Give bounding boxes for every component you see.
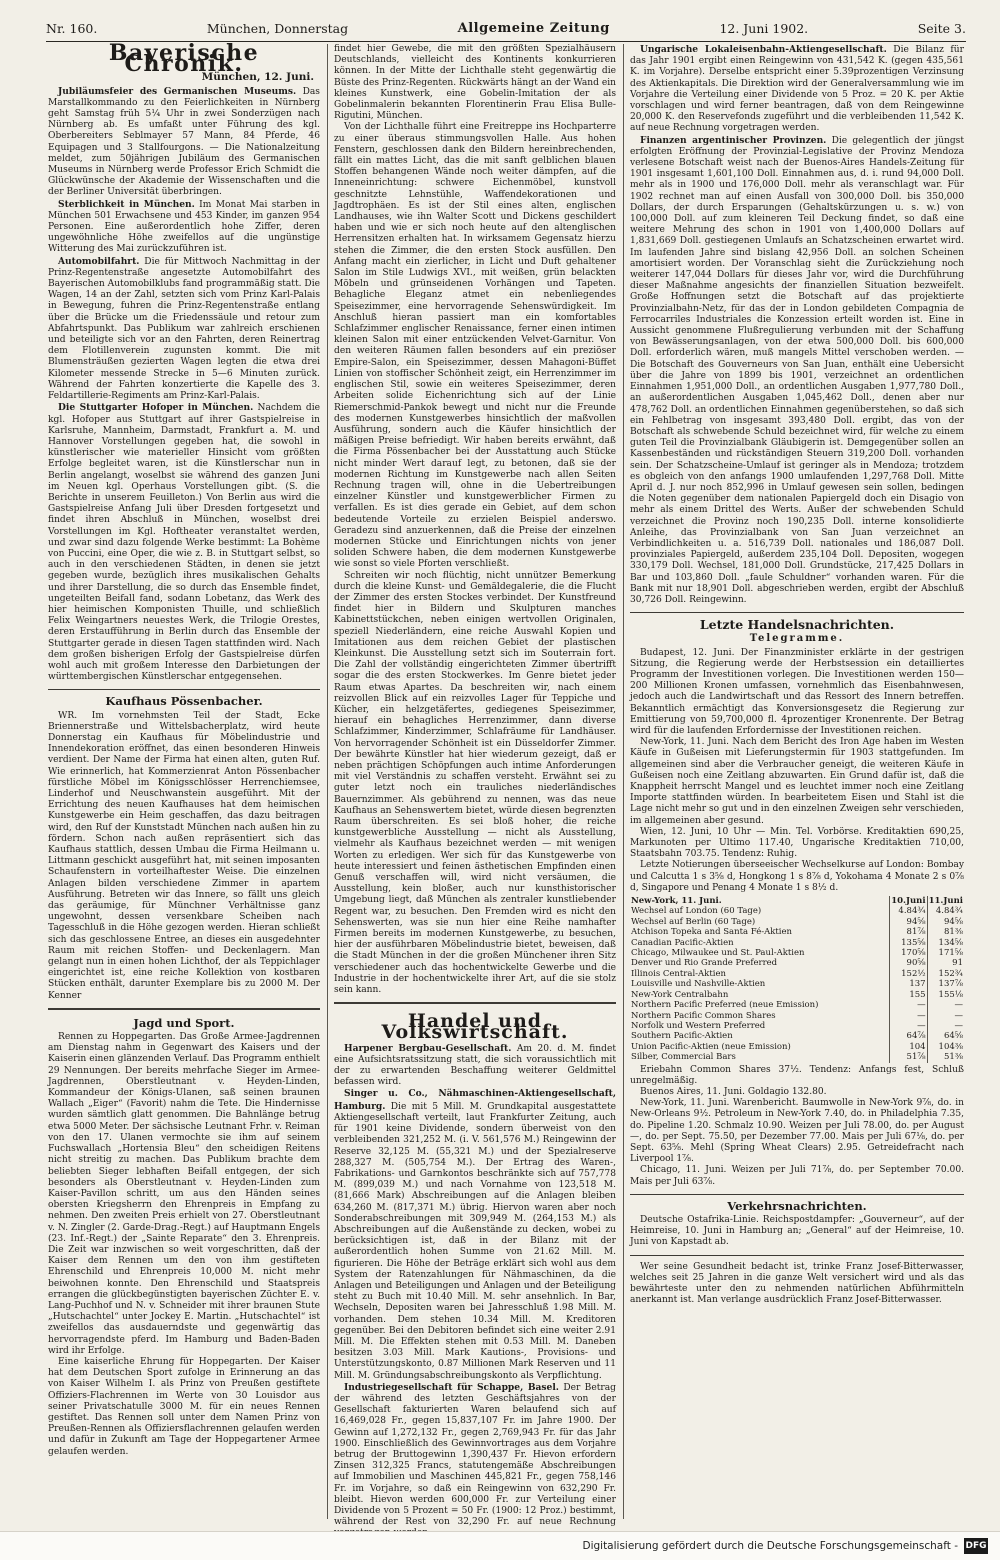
table-cell: — — [890, 1021, 927, 1031]
article-head: Jubiläumsfeier des Germanischen Museums. — [58, 85, 297, 97]
table-row — [630, 938, 964, 948]
table-header-cell: New-York, 11. Juni. — [631, 896, 722, 907]
section-title: Jagd und Sport. — [133, 1015, 235, 1030]
table-cell: — — [927, 1011, 964, 1021]
table-row — [630, 1052, 964, 1062]
table-cell: 81⅞ — [890, 927, 927, 937]
table-cell: 155 — [890, 990, 927, 1000]
table-cell: 51⅜ — [927, 1052, 964, 1062]
table-row — [630, 1042, 964, 1052]
article-text: Nachdem die kgl. Hofoper aus Stuttgart auf ihrer Gastspielreise in Karlsruhe, Mannheim, Darmstadt, Frankfurt a. M. und Hannover Vorstellungen gegeben hat, die sowohl in künstlerischer wie materieller Hinsicht vom größten Erfolge begleitet waren, ist die Künstlerschar nun in Berlin angelangt, woselbst sie während des ganzen Juni im Neuen kgl. Operhaus Vorstellungen gibt. (S. die Berichte in unserem Feuilleton.) Von Berlin aus wird die Gastspielreise Anfang Juli über Dresden fortgesetzt und findet ihren Abschluß in München, woselbst drei Vorstellungen im Kgl. Hoftheater veranstaltet werden, und zwar sind dazu folgende Werke bestimmt: La Bohème von Puccini, eine Oper, die wie z. B. in Stuttgart selbst, so auch in den verschiedenen Städten, in denen sie jetzt gegeben wurde, bezüglich ihres musikalischen Gehalts und ihrer Darstellung, die so durch das Ensemble findet, ungeteilten Beifall fand, sodann Lobetanz, das Werk des hier heimischen Komponisten Thuille, und schließlich Felix Weingartners neuestes Werk, die Trilogie Orestes, deren Erstaufführung in Berlin durch das Ensemble der Stuttgarter gerade in diesen Tagen stattfinden wird. Nach dem großen bisherigen Erfolg der Gastspielreise dürfen wohl auch mit großem Interesse den Darbietungen der württembergischen Künstlerschar entgegensehen. — [48, 403, 320, 683]
place-day: München, Donnerstag — [206, 20, 349, 36]
table-cell: 4.84¾ — [890, 906, 927, 916]
table-cell: 64⅞ — [890, 1031, 927, 1041]
column-divider — [623, 44, 624, 1519]
telegram: Letzte Notierungen überseeischer Wechselkurse auf London: Bombay und Calcutta 1 s 3⅝ d, Hongkong 1 s 8⅞ d, Yokohama 4 Monate 2 s 0⅞ d, Singapore und Penang 4 Monate 1 s 8½ d. — [630, 860, 964, 893]
footer — [0, 1531, 1000, 1560]
table-cell: Atchison Topeka and Santa Fé-Aktien — [631, 927, 793, 938]
column-3 — [630, 44, 964, 1514]
table-cell: — — [890, 1000, 927, 1010]
article-text: findet hier Gewebe, die mit den größten Spezialhäusern Deutschlands, vielleicht des Kontinents konkurrieren können. In der Mitte der Lichthalle steht gegenwärtig die Büste des Prinz-Regenten. Rückwärts hängt an der Wand ein kleines Kunstwerk, eine Gobelin-Imitation der als Gobelinmalerin bekannten Florentinerin Frau Elisa Bulle-Rigutini, München. — [334, 44, 616, 122]
table-cell: 152½ — [890, 969, 927, 979]
column-1 — [48, 40, 320, 1514]
table-cell: 4.84¾ — [927, 906, 964, 916]
article-text: Von der Lichthalle führt eine Freitreppe ins Hochparterre zu einer überaus stimmungsvollen Halle. Aus hohen Fenstern, geschlossen dank den Bildern hereinbrechenden, fällt ein mattes Licht, das die mit sanft gelblichen blauen Stoffen behangenen Wände noch weiter dämpfen, auf die Inneneinrichtung: schwere Eichenmöbel, kunstvoll geschnitzte Lehnstühle, Waffendekorationen und Jagdtrophäen. Es ist der Stil eines alten, englischen Landhauses, wie ihn Walter Scott und Dickens geschildert haben und wie er sich noch heute auf den altenglischen Herrensitzen erhalten hat. In wirksamem Gegensatz hierzu stehen die Zimmer, die den ersten Stock ausfüllen. Den Anfang macht ein zierlicher, in Licht und Duft gehaltener Salon im Stile Ludwigs XVI., mit weißen, grün belackten Möbeln und grünseidenen Vorhängen und Tapeten. Behagliche Eleganz atmet ein nebenliegendes Speisezimmer, eine hervorragende Sehenswürdigkeit. Im Anschluß hieran passiert man ein komfortables Schlafzimmer englischer Renaissance, ferner einen intimen kleinen Salon mit einer entzückenden Velvet-Garnitur. Von den weiteren Räumen fallen besonders auf ein preziöser Empire-Salon, ein Speisezimmer, dessen Mahagoni-Büffet Linien von stoffischer Schönheit zeigt, ein Herrenzimmer im englischen Stil, sowie ein weiteres Speisezimmer, deren Arbeiten solide Eichenrichtung sich auf der Linie Riemerschmid-Pankok bewegt und nicht nur die Freunde des modernen Kunstgewerbes hinsichtlich der maßvollen Ausführung, sondern auch die Käufer hinsichtlich der mäßigen Preise befriedigt. Wir haben bereits erwähnt, daß die Firma Pössenbacher bei der Ausstattung auch Stücke nicht minder Wert darauf legt, zu betonen, daß sie der modernen Richtung im Kunstgewerbe nach allen Seiten Rechnung tragen will, ohne in die Uebertreibungen einzelner Künstler und kunstgewerblicher Firmen zu verfallen. Es ist dies gerade ein Gebiet, auf dem schon bedeutende Vorteile zu erzielen Beispiel anderswo. Geradezu sind anzuerkennen, daß die Preise der einzelnen modernen Stücke und Einrichtungen nichts von jener soliden Schwere haben, die dem modernen Kunstgewerbe wie sonst so viele Pforten verschließt. — [334, 122, 616, 570]
advertisement: Wer seine Gesundheit bedacht ist, trinke Franz Josef-Bitterwasser, welches seit 25 Jahren in die ganze Welt versichert wird und als das bewährteste unter den zu nehmenden natürlichen Abführmitteln anerkannt ist. Man verlange ausdrücklich Franz Josef-Bitterwasser. — [630, 1261, 964, 1306]
table-cell: 170⅝ — [890, 948, 927, 958]
section-title: Handel und Volkswirtschaft. — [381, 1010, 569, 1044]
article-text: Rennen zu Hoppegarten. Das Große Armee-Jagdrennen am Dienstag nahm in Gegenwart des Kaisers und der Kaiserin einen glänzenden Verlauf. Das Programm enthielt 29 Nennungen. Der bereits mehrfache Sieger im Armee-Jagdrennen, Oberstleutnant v. Heyden-Linden, Kommandeur der Königs-Ulanen, saß seinen braunen Wallach „Eiger“ (Favorit) nahm die Tete. Die Hindernisse wurden sämtlich glatt genommen. Die Bahnlänge betrug etwa 5000 Meter. Der sächsische Leutnant Frhr. v. Reiman von den 17. Ulanen vermochte sie ihm auf seinem Fuchswallach „Hortensia Bleu“ den scheidigen Reitens nicht streitig zu machen. Das Publikum brachte dem beliebten Sieger lebhaften Beifall entgegen, der sich besonders als Oberstleutnant v. Heyden-Linden zum Kaiser-Pavillon schritt, um aus den Händen seines obersten Kriegsherrn den Ehrenpreis in Empfang zu nehmen. Den zweiten Preis erhielt von 27. Oberstleutnant v. N. Zingler (2. Garde-Drag.-Regt.) auf Hauptmann Engels (23. Inf.-Regt.) der „Sainte Reparate“ den 3. Ehrenpreis. Die Zeit war inzwischen so weit vorgeschritten, daß der Kaiser dem Rennen um den von ihm gestifteten Ehrenschild und Ehrenpreis 10,000 M. nicht mehr beiwohnen konnte. Den Ehrenschild und Staatspreis errangen die glückbegünstigten bayerischen Züchter E. v. Lang-Puchhof und N. v. Schneider mit ihrer braunen Stute „Hutschachtel“ unter Jockey E. Martin. „Hutschachtel“ ist zweifellos das ausdauerndste und gegenwärtig das hervorragendste pferd. Im Hamburg und Baden-Baden wird ihr Erfolge. — [48, 1032, 320, 1356]
table-cell: 155⅛ — [927, 990, 964, 1000]
page-number: Seite 3. — [917, 20, 966, 36]
table-cell: Union Pacific-Aktien (neue Emission) — [631, 1041, 791, 1052]
table-cell: Denver und Rio Grande Preferred — [631, 958, 778, 969]
article-head: Sterblichkeit in München. — [58, 198, 195, 210]
section-title: Letzte Handelsnachrichten. — [699, 617, 895, 633]
table-row — [630, 927, 964, 937]
telegram: New-York, 11. Juni. Warenbericht. Baumwolle in New-York 9⅞, do. in New-Orleans 9½. Petroleum in New-York 7.40, do. in Philadelphia 7.35, do. Pipeline 1.20. Schmalz 10.90. Weizen per Juli 78.00, do. per August —, do. per Sept. 75.50, per Dezember 77.00. Mais per Juli 67⅛, do. per Sept. 63⅝. Mehl (Spring Wheat Clears) 2.95. Getreidefracht nach Liverpool 1⅞. — [630, 1098, 964, 1165]
section-title: Bayerische Chronik. — [108, 40, 260, 78]
table-cell: 137 — [890, 979, 927, 989]
table-cell: Northern Pacific Common Shares — [631, 1010, 776, 1021]
table-cell: — — [890, 1011, 927, 1021]
article — [48, 199, 320, 256]
article-head: Harpener Bergbau-Gesellschaft. — [344, 1042, 512, 1054]
article-text: Die für Mittwoch Nachmittag in der Prinz-Regentenstraße angesetzte Automobilfahrt des Bayerischen Automobilklubs fand programmäßig statt. Die Wagen, 14 an der Zahl, setzten sich vom Prinz Karl-Palais in Bewegung, fuhren die Prinz-Regentenstraße entlang über die Brücke um die Friedenssäule und retour zum Abfahrtspunkt. Das Publikum war zahlreich erschienen und beteiligte sich vor an den Fahrten, deren Reinertrag dem Flotillenverein zugunsten kommt. Die mit Blumensträußen gezierten Wagen legten die etwa drei Kilometer messende Strecke in 5—6 Minuten zurück. Während der Fahrten konzertierte die Kapelle des 3. Feldartillerie-Regiments am Prinz-Karl-Palais. — [48, 256, 320, 402]
article — [48, 256, 320, 403]
article — [334, 1382, 616, 1540]
table-header-cell: 11.Juni — [928, 896, 963, 907]
article — [334, 1043, 616, 1089]
table-row — [630, 1031, 964, 1041]
table-cell: 137⅞ — [927, 979, 964, 989]
table-row — [630, 906, 964, 916]
table-cell: Southern Pacific-Aktien — [631, 1031, 733, 1042]
issue-number: Nr. 160. — [46, 20, 98, 36]
table-cell: Northern Pacific Preferred (neue Emission) — [631, 1000, 819, 1011]
footer-text: Digitalisierung gefördert durch die Deutsche Forschungsgemeinschaft - — [582, 1540, 958, 1552]
article-text: Am 20. d. M. findet eine Aufsichtsratssitzung statt, die sich voraussichtlich mit der zu erwartenden Beschaffung weiterer Geldmittel befassen wird. — [334, 1043, 616, 1088]
divider — [48, 1008, 320, 1012]
telegram: Chicago, 11. Juni. Weizen per Juli 71⅞, do. per September 70.00. Mais per Juli 63⅞. — [630, 1165, 964, 1187]
divider — [630, 612, 964, 613]
telegram: Wien, 12. Juni, 10 Uhr — Min. Tel. Vorbörse. Kreditaktien 690,25, Markunoten per Ultimo 117.40, Ungarische Kreditaktien 710,00, Staatsbahn 703.75. Tendenz: Ruhig. — [630, 826, 964, 860]
article-text: Das Marstallkommando zu den Feierlichkeiten in Nürnberg geht Samstag früh 5¼ Uhr in zwei Sonderzügen nach Nürnberg ab. Es umfaßt unter Führung des kgl. Oberbereiters Seblmayer 57 Mann, 84 Pferde, 46 Equipagen und 3 Stallfourgons. — Die Nationalzeitung meldet, zum 50jährigen Jubiläum des Germanischen Museums in Nürnberg werde Professor Erich Schmidt die Glückwünsche der Akademie der Wissenschaften und die der Berliner Universität überbringen. — [48, 86, 320, 198]
notice: Deutsche Ostafrika-Linie. Reichspostdampfer: „Gouverneur“, auf der Heimreise, 10. Juni in Hamburg an; „General“ auf der Heimreise, 10. Juni von Kapstadt ab. — [630, 1214, 964, 1248]
subsection-title: Telegramme. — [749, 633, 845, 645]
table-cell: 94⅝ — [890, 917, 927, 927]
divider — [630, 1255, 964, 1256]
table-cell: 171⅝ — [927, 948, 964, 958]
article-head: Singer u. Co., Nähmaschinen-Aktiengesellschaft, Hamburg. — [334, 1088, 616, 1112]
telegram: Eriebahn Common Shares 37½. Tendenz: Anfangs fest, Schluß unregelmäßig. — [630, 1064, 964, 1086]
table-cell: — — [927, 1000, 964, 1010]
table-cell: 94⅝ — [927, 917, 964, 927]
divider — [334, 1002, 616, 1006]
table-cell: 51⅞ — [890, 1052, 927, 1062]
article-text: Die Bilanz für das Jahr 1901 ergibt einen Reingewinn von 431,542 K. (gegen 435,561 K. im Vorjahre). Derselbe entspricht einer 5.39prozentigen Verzinsung des Aktienkapitals. Die Direktion wird der Generalversammlung wie im Vorjahre die Verteilung einer Dividende von 5 Proz. = 20 K. per Aktie vorschlagen und wird ferner beantragen, daß von dem Reingewinne 20,000 K. den Reservefonds zugeführt und die verbleibenden 11,542 K. auf neue Rechnung vorgetragen werden. — [630, 45, 964, 134]
table-row — [630, 1000, 964, 1010]
issue-date: 12. Juni 1902. — [719, 20, 809, 36]
table-cell: 90⅝ — [890, 958, 927, 968]
table-header — [630, 896, 964, 906]
table-cell: 134⅝ — [927, 938, 964, 948]
article-head: Die Stuttgarter Hofoper in München. — [58, 402, 254, 414]
article-head: Industriegesellschaft für Schappe, Basel. — [344, 1381, 559, 1393]
table-cell: 91 — [927, 958, 964, 968]
table-row — [630, 958, 964, 968]
table-cell: 135⅝ — [890, 938, 927, 948]
table-cell: Wechsel auf Berlin (60 Tage) — [631, 916, 756, 927]
table-row — [630, 979, 964, 989]
table-cell: Wechsel auf London (60 Tage) — [631, 906, 762, 917]
dfg-logo: DFG — [964, 1538, 988, 1554]
telegram: Buenos Aires, 11. Juni. Goldagio 132.80. — [640, 1086, 827, 1097]
article — [630, 44, 964, 135]
article-text: Die gelegentlich der jüngst erfolgten Eröffnung der Provinzial-Legislative der Provinz Mendoza verlesene Botschaft weist nach der Buenos-Aires Handels-Zeitung für 1901 insgesamt 1,601,100 Doll. Einnahmen aus, d. i. rund 94,000 Doll. mehr als in 1900 und 176,000 Doll. mehr als veranschlagt war. Für 1902 rechnet man auf einen Ausfall von 300,000 Doll. bis 350,000 Dollars, der durch Ersparungen (Gehaltskürzungen u. s. w.) von 100,000 Doll. auf zum kleineren Teil Deckung findet, so daß eine weitere Mehrung des schon in 1901 von 1,400,000 Dollars auf 1,831,669 Doll. gestiegenen Umlaufs an Schatzscheinen erwartet wird. Im laufenden Jahre sind bislang 42,956 Doll. an solchen Scheinen amortisiert worden. Der Voranschlag sieht die Zurückziehung noch weiterer 147,044 Dollars für dieses Jahr vor, wird die Durchführung dieser Maßnahme angesichts der finanziellen Situation bezweifelt. Große Hoffnungen setzt die Botschaft auf das projektierte Provinzialbahn-Netz, für das der in London gebildeten Compagnia de Ferrocarriles Industriales die Konzession erteilt worden ist. Eine in Aussicht genommene Flußregulierung verbunden mit der Schaffung von Bewässerungsanlagen, von der etwa 500,000 Doll. bis 600,000 Doll. erforderlich wären, muß mangels Mittel verschoben werden. — Die Botschaft des Gouverneurs von San Juan, enthält eine Uebersicht über die Jahre von 1899 bis 1901, verzeichnet an ordentlichen Einnahmen 1,951,000 Doll., an ordentlichen Ausgaben 1,977,780 Doll., an außerordentlichen Ausgaben 1,045,462 Doll., denen aber nur 478,762 Doll. an ordentlichen Einnahmen gegenüberstehen, so daß sich ein Fehlbetrag von insgesamt 393,480 Doll. ergibt, das von der Botschaft als schwebende Schuld bezeichnet wird, für welche zu einem guten Teil die Provinzialbank Gläubigerin ist. Demgegenüber sollen an Kassenbeständen und rückständigen Steuern 319,200 Doll. vorhanden sein. Der Schatzscheine-Umlauf ist geringer als in Mendoza; trotzdem es obgleich von den anfangs 1900 umlaufenden 1,297,768 Doll. Mitte April d. J. nur noch 852,996 in Umlauf gewesen sein sollen, bedingen die Noten gegenüber dem nationalen Papiergeld doch ein Disagio von mehr als einem Drittel des Werts. Außer der schwebenden Schuld verzeichnet die Provinz noch 190,235 Doll. interne konsolidierte Anleihe, das Provinzialbank von San Juan verzeichnet an Verbindlichkeiten u. a. 516,739 Doll. nationales und 186,087 Doll. provinziales Papiergeld, außerdem 235,104 Doll. Depositen, wogegen 330,179 Doll. Wechsel, 181,000 Doll. Grundstücke, 217,425 Dollars in Bar und 103,860 Doll. „faule Schuldner“ vorhanden waren. Für die Bank mit nur 18,901 Doll. abgeschrieben werden, ergibt der Abschluß 30,726 Doll. Reingewinn. — [630, 135, 964, 605]
article — [48, 86, 320, 199]
article-head: Ungarische Lokaleisenbahn-Aktiengesellschaft. — [640, 44, 887, 55]
table-cell: Chicago, Milwaukee und St. Paul-Aktien — [631, 948, 805, 959]
table-cell: 104⅜ — [927, 1042, 964, 1052]
section-title: Kaufhaus Pössenbacher. — [105, 694, 263, 709]
article-text: Schreiten wir noch flüchtig, nicht unnützer Bemerkung durch die kleine Kunst- und Gemäldegalerie, die die Flucht der Zimmer des ersten Stockes verbindet. Der Kunstfreund findet hier in Bildern und Skulpturen manches Kabinettstückchen, neben einigen wertvollen Originalen, speziell Niederländern, eine reiche Auswahl Kopien und Imitationen aus dem reichen Gebiet der plastischen Kleinkunst. Die Ausstellung setzt sich im Souterrain fort. Die Zahl der vollständig eingerichteten Zimmer übertrifft sogar die des ersten Stockwerkes. Im Genre bietet jeder Raum etwas Apartes. Da beschreiten wir, nach einem reizvollen Blick auf ein reizvolles Lager für Teppiche und Kücher, ein helzgetäfertes, gediegenes Speisezimmer, hierauf ein behagliches Herrenzimmer, dann diverse Schlafzimmer, Kinderzimmer, Schlafräume für Landhäuser. Von hervorragender Schönheit ist ein Düsseldorfer Zimmer. Der bewährte Künstler hat hier wiederum gezeigt, daß er neben prächtigen Schöpfungen auch intime Anforderungen mit viel Verständnis zu schaffen versteht. Erwähnt sei zu guter letzt noch ein trauliches niederländisches Bauernzimmer. Als gebührend zu nennen, was das neue Kaufhaus an Sehenswertem bietet, würde diesen begrenzten Raum überschreiten. Es sei bloß hoher, die reiche kunstgewerbliche Ausstellung — nicht als Ausstellung, vielmehr als Kaufhaus bezeichnet werden — mit wenigen Worten zu erledigen. Wer sich für das Kunstgewerbe von heute interessiert und feinen ästhetischen Empfinden einen Genuß verschaffen will, wird nicht versäumen, die Ausstellung, kein bloßer, auch nur kunsthistorischer Umgebung liegt, daß München als zentraler kunstliebender Regent war, zu besuchen. Den Fremden wird es nicht den Sehenswerten, was sie nun hier eine Reihe namhafter Firmen bereits im modernen Kunstgewerbe, zu besuchen, hier der ausführbaren Möbelindustrie bietet, beweisen, daß die Stadt München in der die großen Münchener ihren Sitz verschiedener auch das hochentwickelte Gewerbe und die Industrie in der hochentwickelte ihrer Art, auf die sie stolz sein kann. — [334, 570, 616, 996]
column-divider — [327, 44, 328, 1519]
article-head: Finanzen argentinischer Provinzen. — [640, 134, 827, 146]
table-cell: Norfolk und Western Preferred — [631, 1020, 766, 1031]
divider — [48, 689, 320, 690]
dateline: München, 12. Juni. — [201, 71, 314, 84]
table-row — [630, 990, 964, 1000]
article-text: Im Monat Mai starben in München 501 Erwachsene und 453 Kinder, im ganzen 954 Personen. Eine außerordentlich hohe Ziffer, deren ungewöhnliche Höhe zweifellos auf die ungünstige Witterung des Mai zurückzuführen ist. — [48, 199, 320, 255]
article-text: Die mit 5 Mill. M. Grundkapital ausgestattete Aktiengesellschaft verteilt, laut Frankfurter Zeitung, auch für 1901 keine Dividende, sondern überweist von den verbleibenden 321,252 M. (i. V. 561,576 M.) Reingewinn der Reserve 32,125 M. (55,321 M.) und der Spezialreserve 288,327 M. (505,754 M.). Der Ertrag des Waren-, Fabrikations- und Garnkontos beschränkte sich auf 757,778 M. (899,039 M.) und nach Vornahme von 123,518 M. (81,666 Mark) Abschreibungen auf die Anlagen bleiben 634,260 M. (817,371 M.) übrig. Hiervon waren aber noch Sonderabschreibungen mit 309,949 M. (264,153 M.) als Abschreibungen auf die Außenstände zu decken, wobei zu berücksichtigen ist, daß in der Bilanz mit der außerordentlich hohen Summe von 21.62 Mill. M. figurieren. Die Höhe der Beträge erklärt sich wohl aus dem System der Ratenzahlungen für Nähmaschinen, da die Anlagen und Beteiligungen und Anlagen und der Beteiligung steht zu Buch mit 10.40 Mill. M. sehr ansehnlich. In Bar, Wechseln, Depositen waren bei Jahresschluß 1.98 Mill. M. vorhanden. Dem stehen 10.34 Mill. M. Kreditoren gegenüber. Bei den Debitoren befindet sich eine weiter 2.91 Mill. M. Die Effekten stehen mit 0.53 Mill. M. Daneben besitzen 3.03 Mill. Mark Kautions-, Provisions- und Unterstützungskonto, 0.87 Millionen Mark Reserven und 11 Mill. M. Gründungsabschreibungskonto als Verpflichtung. — [334, 1101, 616, 1381]
exchange-table-body — [630, 896, 964, 1063]
table-row — [630, 969, 964, 979]
table-header-cell: 10.Juni — [891, 896, 926, 907]
section-title: Verkehrsnachrichten. — [727, 1198, 867, 1213]
table-cell: 64⅝ — [927, 1031, 964, 1041]
article-head: Automobilfahrt. — [58, 255, 140, 267]
table-row — [630, 917, 964, 927]
article — [630, 135, 964, 607]
masthead — [46, 18, 966, 42]
telegram: Budapest, 12. Juni. Der Finanzminister erklärte in der gestrigen Sitzung, die Regierung werde der Herbstsession ein detailliertes Programm der Investitionen vorlegen. Die Investitionen werden 150—200 Millionen Kronen umfassen, vornehmlich das Eisenbahnwesen, jedoch auch die Landwirtschaft und das Ressort des Innern betreffen. Bekanntlich ermächtigt das Konversionsgesetz die Regierung zur Emittierung von 59,700,000 fl. 4prozentiger Kronenrente. Der Betrag wird für die laufenden Erfordernisse der Investitionen reichen. — [630, 647, 964, 736]
telegram: New-York, 11. Juni. Nach dem Bericht des Iron Age haben im Westen Käufe in Gußeisen mit Lieferungstermin für 1903 stattgefunden. Im allgemeinen sind aber die Verbraucher geneigt, die weiteren Käufe in Gußeisen noch eine Zeitlang abzuwarten. Ein Grund dafür ist, daß die Knappheit herrscht Mangel und es leuchtet immer noch eine Zeitlang Importe stattfinden würden. In bearbeitetem Eisen und Stahl ist die Lage nicht mehr so gut und in den einzelnen Zweigen sehr verschieden, im allgemeinen aber gesund. — [630, 737, 964, 826]
table-row — [630, 1021, 964, 1031]
article-text: Eine kaiserliche Ehrung für Hoppegarten. Der Kaiser hat dem Deutschen Sport zufolge in Erinnerung an das von Kaiser Wilhelm I. als Prinz von Preußen gestiftete Offiziers-Flachrennen im Werte von 30 Louisdor aus seiner Privatschatulle 3000 M. für ein neues Rennen gestiftet. Das Rennen soll unter dem Namen Prinz von Preußen-Rennen als Offiziersflachrennen gelaufen werden und dafür in Zukunft am Tage der Hoppegartener Armee gelaufen werden. — [48, 1356, 320, 1457]
exchange-table — [630, 896, 964, 1063]
article-text: WR. Im vornehmsten Teil der Stadt, Ecke Briennerstraße und Wittelsbacherplatz, wird heute Donnerstag ein Kaufhaus für Möbelindustrie und Innendekoration eröffnet, das einen besonderen Hinweis verdient. Der Name der Firma hat einen alten, guten Ruf. Wie erinnerlich, hat Kommerzienrat Anton Pössenbacher fürstliche Möbel im Königsschlösser Herrenchiemsee, Linderhof und Neuschwanstein ausgeführt. Mit der Errichtung des neuen Kaufhauses hat dem heimischen Kunstgewerbe ein Heim geschaffen, das dazu beitragen wird, den Ruf der Kunststadt München nach außen hin zu fördern. Schon nach außen repräsentiert sich das Kaufhaus stattlich, dessen Umbau die Firma Heilmann u. Littmann geschickt ausgeführt hat, mit seinen imposanten Schaufenstern in vorteilhaftester Weise. Die einzelnen Anlagen bilden verschiedene Zimmer in apartem Ausführung. Betreten wir das Innere, so fällt uns gleich das geräumige, für Münchner Verhältnisse ganz ungewohnt, dessen versenkbare Scheiben nach Tagesschluß in die Höhe gezogen werden. Hieran schließt sich das geschlossene Entree, an dieses ein ausgedehnter Raum mit reichen Stoffen- und Deckenlagern. Man gelangt nun in einen hohen Lichthof, der als Teppichlager eingerichtet ist, eine reiche Kollektion von kostbaren Stücken enthält, darunter Exemplare bis zu 2000 M. Der Kenner — [48, 710, 320, 1001]
table-row — [630, 948, 964, 958]
article-text: Der Betrag der während des letzten Geschäftsjahres von der Gesellschaft fakturierten Waren belaufend sich auf 16,469,028 Fr., gegen 15,837,107 Fr. im Jahre 1900. Der Gewinn auf 1,272,132 Fr., gegen 2,769,943 Fr. für das Jahr 1900. Einschließlich des Gewinnvortrages aus dem Vorjahre betrug der Bruttogewinn 1,390,437 Fr. Hievon erfordern Zinsen 312,325 Francs, statutengemäße Abschreibungen auf Immobilien und Maschinen 445,821 Fr., gegen 758,146 Fr. im Vorjahre, so daß ein Reingewinn von 632,290 Fr. bleibt. Hievon werden 600,000 Fr. zur Verteilung einer Dividende von 5 Prozent = 50 Fr. (1900: 12 Proz.) bestimmt, während der Rest von 32,290 Fr. auf neue Rechnung — [334, 1382, 616, 1528]
paper-title: Allgemeine Zeitung — [457, 20, 610, 36]
table-cell: Louisville und Nashville-Aktien — [631, 979, 766, 990]
table-cell: — — [927, 1021, 964, 1031]
article — [334, 1088, 616, 1381]
table-cell: 104 — [890, 1042, 927, 1052]
table-cell: 152¾ — [927, 969, 964, 979]
divider — [630, 1194, 964, 1195]
table-cell: Canadian Pacific-Aktien — [631, 937, 734, 948]
table-cell: Silber, Commercial Bars — [631, 1052, 736, 1063]
table-cell: New-York Centralbahn — [631, 989, 729, 1000]
article — [48, 402, 320, 683]
table-row — [630, 1011, 964, 1021]
table-cell: Illinois Central-Aktien — [631, 968, 726, 979]
column-2 — [334, 44, 616, 1528]
table-cell: 81⅜ — [927, 927, 964, 937]
